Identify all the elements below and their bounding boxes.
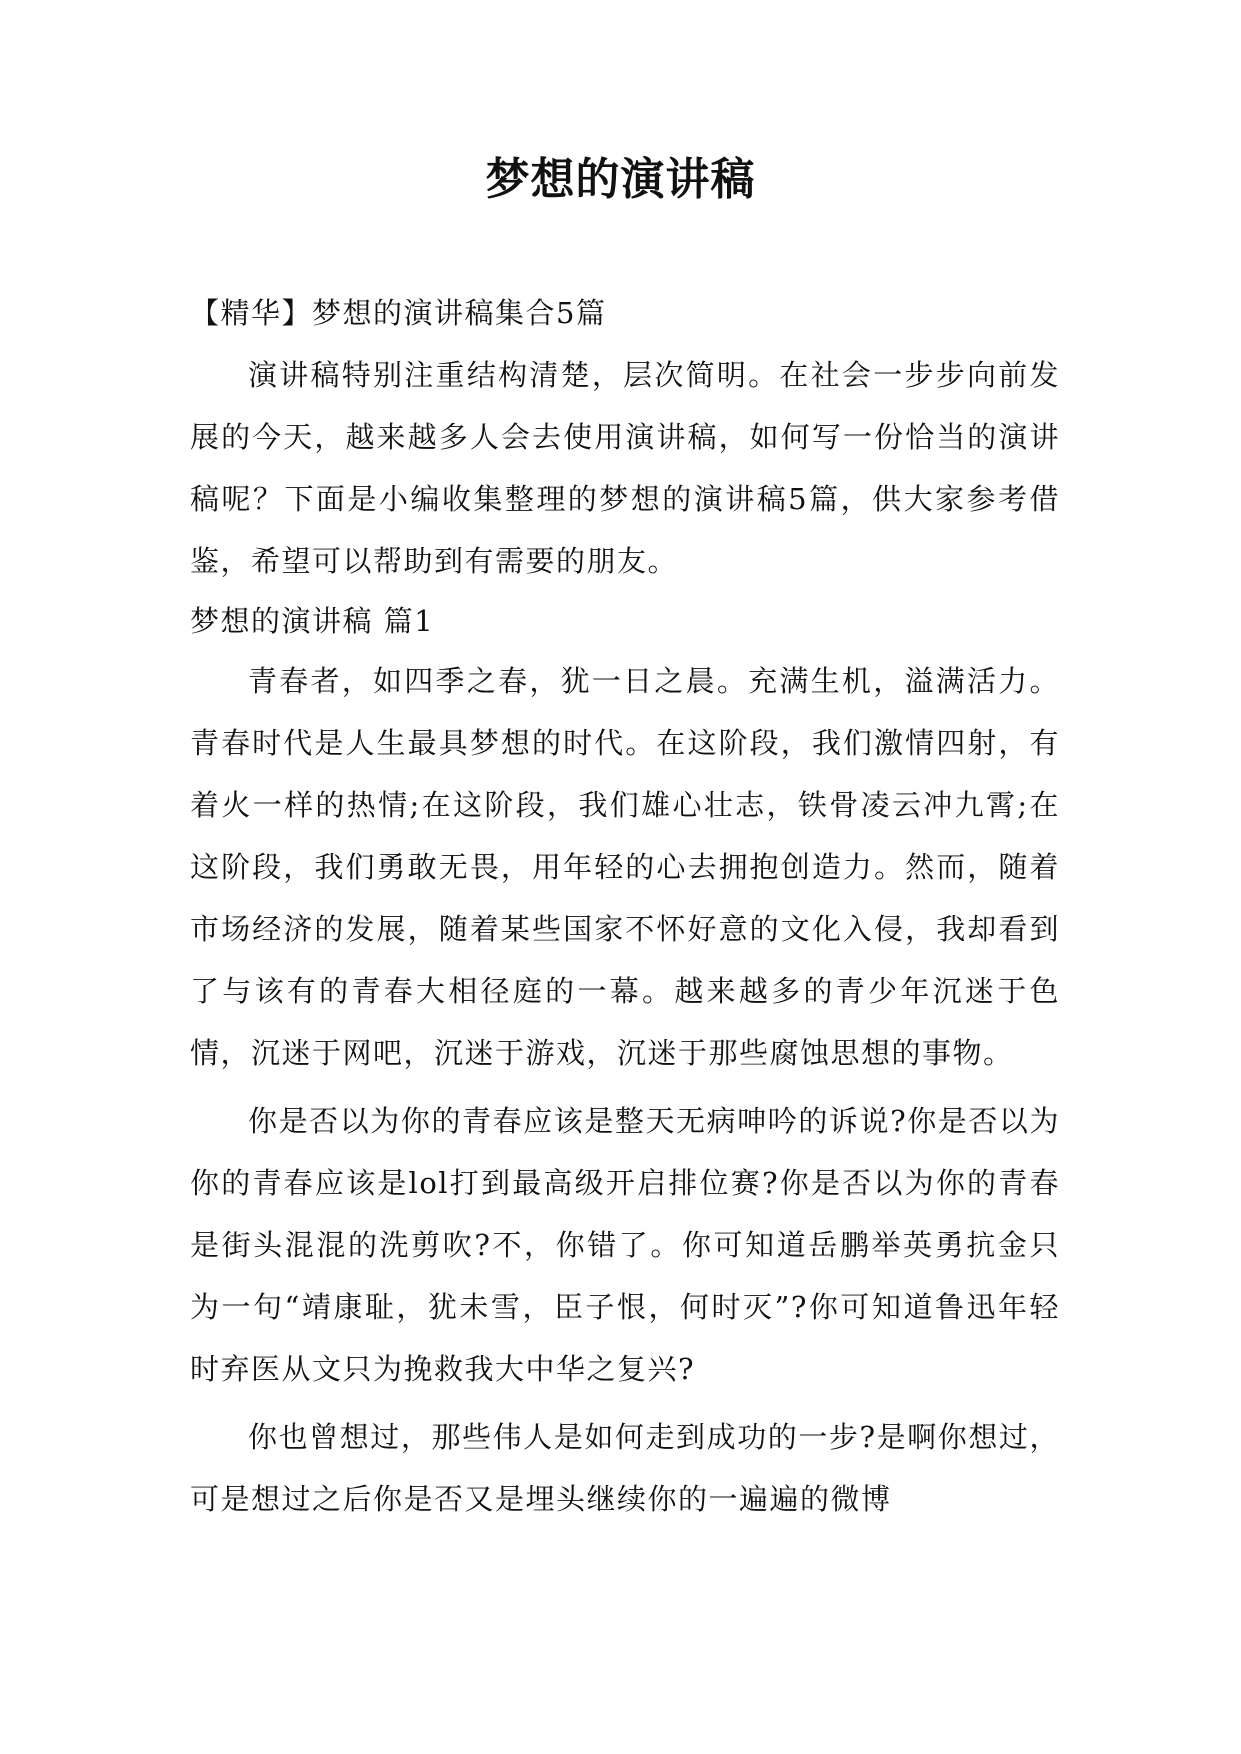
document-body [190, 282, 1060, 1530]
body-paragraph-3: 你也曾想过，那些伟人是如何走到成功的一步?是啊你想过，可是想过之后你是否又是埋头继续你的一遍遍的微博 [190, 1420, 1060, 1516]
intro-paragraph: 演讲稿特别注重结构清楚，层次简明。在社会一步步向前发展的今天，越来越多人会去使用演讲稿，如何写一份恰当的演讲稿呢？下面是小编收集整理的梦想的演讲稿5篇，供大家参考借鉴，希望可以帮助到有需要的朋友。 [190, 358, 1060, 578]
body-paragraph-1: 青春者，如四季之春，犹一日之晨。充满生机，溢满活力。青春时代是人生最具梦想的时代。在这阶段，我们激情四射，有着火一样的热情;在这阶段，我们雄心壮志，铁骨凌云冲九霄;在这阶段，我们勇敢无畏，用年轻的心去拥抱创造力。然而，随着市场经济的发展，随着某些国家不怀好意的文化入侵，我却看到了与该有的青春大相径庭的一幕。越来越多的青少年沉迷于色情，沉迷于网吧，沉迷于游戏，沉迷于那些腐蚀思想的事物。 [190, 664, 1060, 1070]
section-heading: 梦想的演讲稿 篇1 [190, 604, 435, 638]
body-paragraph-2: 你是否以为你的青春应该是整天无病呻吟的诉说?你是否以为你的青春应该是lol打到最高级开启排位赛?你是否以为你的青春是街头混混的洗剪吹?不，你错了。你可知道岳鹏举英勇抗金只为一句“靖康耻，犹未雪，臣子恨，何时灭”?你可知道鲁迅年轻时弃医从文只为挽救我大中华之复兴? [190, 1104, 1060, 1386]
document-subtitle: 【精华】梦想的演讲稿集合5篇 [190, 296, 607, 330]
page-title: 梦想的演讲稿 [485, 154, 756, 205]
